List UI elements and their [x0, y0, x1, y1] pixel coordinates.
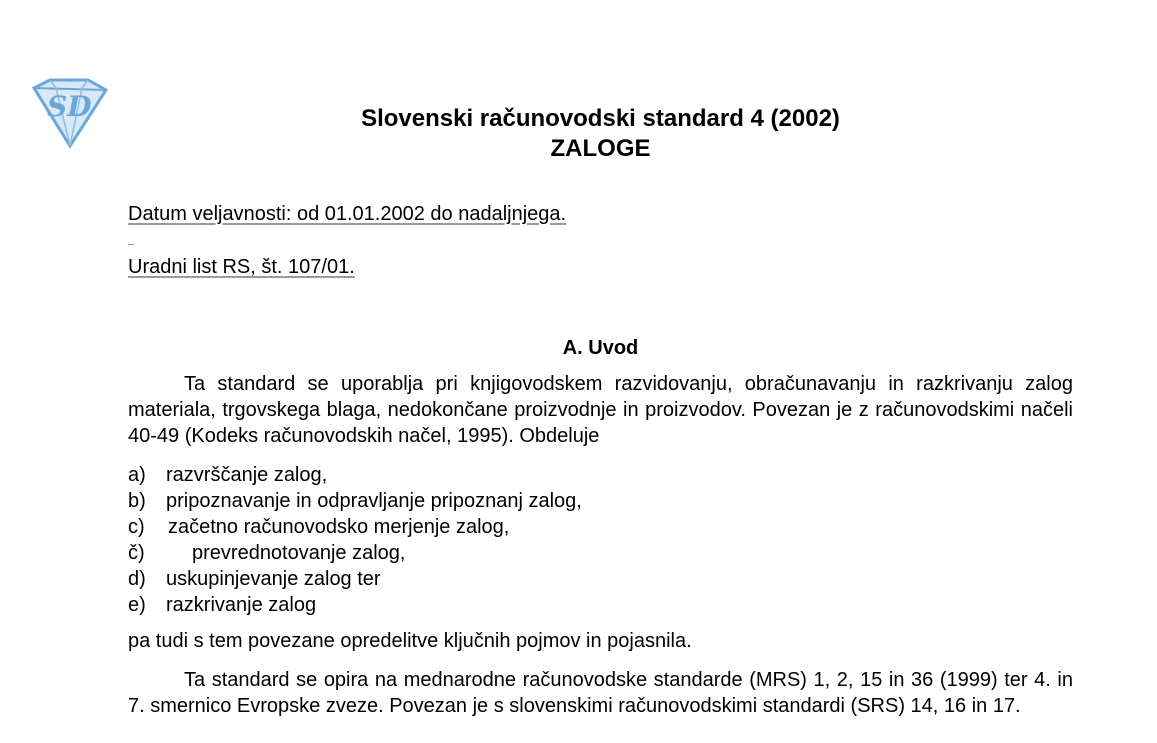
list-marker: b) [128, 490, 146, 512]
list-item-text: pripoznavanje in odpravljanje pripoznanj zalog, [166, 490, 582, 512]
list-marker: č) [128, 542, 145, 564]
document-title: Slovenski računovodski standard 4 (2002) [361, 105, 840, 132]
intro-paragraph: Ta standard se uporablja pri knjigovodskem razvidovanju, obračunavanju in razkrivanju zalog materiala, trgovskega blaga, nedokončane proizvodnje in proizvodov. Povezan je z računovodskimi načeli 40-49 (Kodeks računovodskih načel, 1995). Obdeluje [128, 373, 1073, 447]
list-item-text: razvrščanje zalog, [166, 464, 328, 486]
reference-paragraph: Ta standard se opira na mednarodne računovodske standarde (MRS) 1, 2, 15 in 36 (1999) ter 4. in 7. smernico Evropske zveze. Povezan je s slovenskimi računovodskimi standardi (SRS) 14, 16 in 17. [128, 669, 1073, 717]
list-item-text: uskupinjevanje zalog ter [166, 568, 381, 590]
list-marker: d) [128, 568, 146, 590]
validity-date-link[interactable]: Datum veljavnosti: od 01.01.2002 do nadaljnjega. [128, 203, 567, 225]
list-item-text: razkrivanje zalog [166, 594, 317, 616]
closing-sentence: pa tudi s tem povezane opredelitve ključnih pojmov in pojasnila. [128, 630, 692, 652]
list-item-text: začetno računovodsko merjenje zalog, [168, 516, 510, 538]
section-heading: A. Uvod [562, 337, 639, 359]
list-marker: a) [128, 464, 146, 486]
logo-monogram: SD [47, 90, 92, 123]
official-gazette-link[interactable]: Uradni list RS, št. 107/01. [128, 256, 355, 278]
list-item-text: prevrednotovanje zalog, [192, 542, 406, 564]
list-marker: c) [128, 516, 145, 538]
document-subtitle: ZALOGE [550, 135, 651, 162]
divider-mark [128, 244, 134, 245]
sd-logo-icon [26, 76, 112, 150]
list-marker: e) [128, 594, 146, 616]
